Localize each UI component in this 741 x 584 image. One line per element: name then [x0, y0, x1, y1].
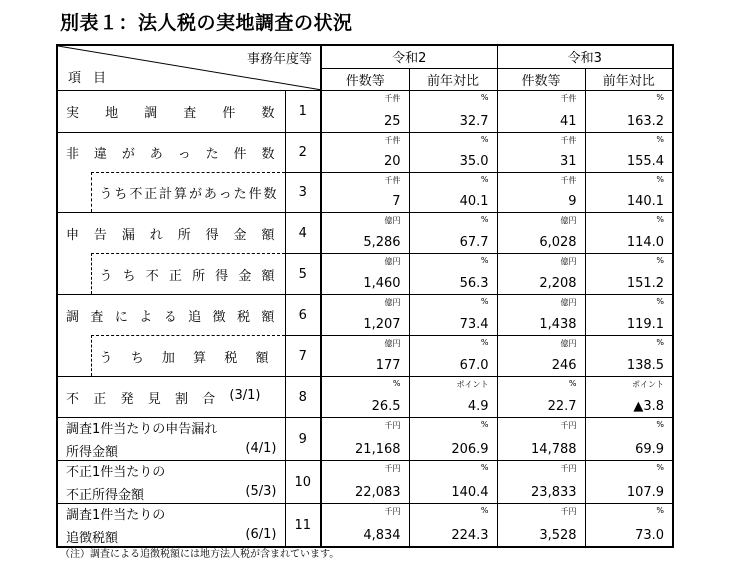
label-char: っ	[177, 147, 191, 162]
unit-label: 千件	[384, 176, 401, 185]
unit-label: %	[480, 463, 489, 472]
cell-value: 155.4	[626, 154, 665, 169]
row-number: 9	[285, 418, 321, 461]
label-char: 査	[183, 106, 197, 121]
table-cell	[409, 133, 497, 173]
label-char: ち	[122, 268, 136, 284]
label-char: 得	[215, 268, 229, 284]
unit-label: 千円	[560, 507, 577, 516]
row-label: 調査1件当たりの 追徴税額 (6/1)	[66, 508, 277, 546]
table-cell	[321, 418, 409, 461]
unit-label: %	[656, 463, 665, 472]
label-char: 算	[193, 350, 207, 366]
unit-label: 千円	[560, 421, 577, 430]
row-number: 6	[285, 295, 321, 336]
unit-label: %	[480, 215, 489, 224]
page-title: 別表１：法人税の実地調査の状況	[60, 12, 353, 34]
header-count-r2: 件数等	[321, 68, 409, 91]
header-year-r2: 令和2	[321, 45, 497, 68]
cell-value: 140.4	[451, 485, 489, 500]
table-cell	[585, 295, 673, 336]
cell-value: 73.0	[635, 528, 665, 543]
cell-value: 3,528	[539, 528, 577, 543]
table-row	[57, 336, 673, 377]
cell-value: 26.5	[371, 399, 401, 414]
unit-label: 千件	[560, 94, 577, 103]
row-number: 11	[285, 504, 321, 548]
unit-label: %	[656, 135, 665, 144]
label-char: 税	[224, 350, 238, 366]
table-cell	[321, 461, 409, 504]
cell-value: 138.5	[626, 358, 665, 373]
label-char: 所	[192, 268, 206, 284]
table-cell	[409, 377, 497, 418]
table-row	[57, 461, 673, 504]
table-cell	[585, 173, 673, 213]
cell-value: 67.0	[459, 358, 489, 373]
cell-value: 25	[383, 114, 401, 129]
label-char: 正	[168, 268, 182, 284]
label-char: う	[99, 268, 113, 284]
cell-value: 114.0	[626, 235, 665, 250]
cell-value: 1,438	[539, 317, 577, 332]
label-char: 所	[177, 227, 191, 243]
table-cell	[321, 504, 409, 548]
cell-value: 1,207	[363, 317, 401, 332]
table-cell	[321, 173, 409, 213]
table-cell	[321, 295, 409, 336]
unit-label: %	[480, 135, 489, 144]
table-cell	[497, 173, 585, 213]
unit-label: %	[480, 93, 489, 102]
label-char: っ	[218, 187, 232, 202]
cell-value: 206.9	[451, 442, 489, 457]
label-char: ち	[114, 187, 128, 202]
table-cell	[585, 133, 673, 173]
label-char: れ	[149, 227, 163, 243]
cell-value: 4,834	[363, 528, 401, 543]
row-label: 不 正 発 見 割 合 (3/1)	[66, 387, 261, 407]
label-char: 合	[202, 391, 216, 407]
table-cell	[585, 461, 673, 504]
cell-ratio-r2	[409, 91, 497, 133]
row-number: 2	[285, 133, 321, 173]
table-cell	[497, 133, 585, 173]
row-number: 1	[285, 91, 321, 133]
cell-value: 6,028	[539, 235, 577, 250]
table-row	[57, 418, 673, 461]
table-cell	[409, 295, 497, 336]
table-cell	[409, 336, 497, 377]
unit-label: %	[568, 379, 577, 388]
table-cell	[585, 254, 673, 295]
label-char: 不	[129, 187, 143, 202]
label-char: 不	[66, 391, 80, 407]
cell-value: 119.1	[626, 317, 665, 332]
label-char: 実	[66, 106, 80, 121]
unit-label: 千件	[384, 94, 401, 103]
label-char: 正	[93, 391, 107, 407]
cell-value: 177	[375, 358, 401, 373]
label-char: あ	[203, 187, 217, 202]
unit-label: %	[656, 215, 665, 224]
table-cell	[497, 254, 585, 295]
table-cell	[585, 336, 673, 377]
row-label	[92, 347, 285, 366]
header-ratio-r3: 前年対比	[585, 68, 673, 91]
table-cell	[321, 213, 409, 254]
table-cell	[409, 254, 497, 295]
unit-label: 億円	[384, 339, 401, 348]
row-label	[92, 265, 285, 284]
unit-label: %	[480, 420, 489, 429]
label-char: 加	[161, 350, 175, 366]
cell-value: 107.9	[626, 485, 665, 500]
cell-value: 1,460	[363, 276, 401, 291]
table-row	[57, 504, 673, 548]
table-row	[57, 377, 673, 418]
unit-label: %	[480, 175, 489, 184]
row-number: 3	[285, 173, 321, 213]
label-char: 徴	[212, 309, 226, 325]
label-char: が	[188, 187, 202, 202]
label-char: 額	[261, 309, 275, 325]
table-row	[57, 133, 673, 173]
label-char: 算	[174, 187, 188, 202]
cell-value: 20	[383, 154, 401, 169]
cell-value: 9	[568, 194, 577, 209]
cell-value: 41	[559, 114, 577, 129]
table-cell	[497, 295, 585, 336]
unit-label: 千件	[384, 136, 401, 145]
footnote: （注）調査による追徴税額には地方法人税が含まれています。	[60, 549, 340, 560]
cell-value: 140.1	[626, 194, 665, 209]
unit-label: 億円	[384, 257, 401, 266]
unit-label: ポイント	[632, 380, 665, 389]
label-char: 正	[144, 187, 158, 202]
cell-value: 151.2	[626, 276, 665, 291]
table-row	[57, 254, 673, 295]
label-char: 調	[144, 106, 158, 121]
table-cell	[409, 213, 497, 254]
label-char: 金	[233, 227, 247, 243]
table-cell	[497, 504, 585, 548]
cell-ratio-r3	[585, 91, 673, 133]
label-char: 割	[174, 391, 188, 407]
label-char: た	[205, 147, 219, 162]
label-char: 計	[159, 187, 173, 202]
label-char: 申	[66, 227, 80, 243]
cell-value: 40.1	[459, 194, 489, 209]
unit-label: 億円	[560, 257, 577, 266]
cell-value: 4.9	[467, 399, 489, 414]
unit-label: 億円	[560, 298, 577, 307]
unit-label: 億円	[560, 216, 577, 225]
unit-label: %	[656, 297, 665, 306]
tax-audit-table	[56, 44, 674, 548]
label-char: 不	[145, 268, 159, 284]
cell-value: 2,208	[539, 276, 577, 291]
unit-label: %	[480, 338, 489, 347]
cell-value: 246	[551, 358, 577, 373]
label-char: う	[99, 187, 113, 202]
label-char: 件	[222, 106, 236, 121]
label-char: う	[99, 350, 113, 366]
header-fiscal-year-label: 事務年度等	[247, 52, 313, 67]
label-char: た	[233, 187, 247, 202]
row-label	[58, 143, 285, 162]
table-cell	[585, 418, 673, 461]
cell-value: 163.2	[626, 114, 665, 129]
row-label: 調査1件当たりの申告漏れ 所得金額 (4/1)	[66, 422, 277, 460]
table-cell	[497, 336, 585, 377]
label-char: あ	[149, 147, 163, 162]
unit-label: 億円	[384, 298, 401, 307]
label-char: よ	[139, 309, 153, 325]
unit-label: 千件	[560, 136, 577, 145]
unit-label: 千円	[384, 507, 401, 516]
row-label	[58, 224, 285, 243]
label-char: 金	[238, 268, 252, 284]
row-label	[58, 306, 285, 325]
table-row	[57, 295, 673, 336]
unit-label: %	[480, 297, 489, 306]
label-char: 非	[66, 147, 80, 162]
label-char: 数	[261, 147, 275, 162]
label-char: 数	[261, 106, 275, 121]
cell-value: 69.9	[635, 442, 665, 457]
cell-value: 14,788	[531, 442, 577, 457]
table-cell	[321, 254, 409, 295]
label-char: 税	[236, 309, 250, 325]
header-count-r3: 件数等	[497, 68, 585, 91]
cell-value: 21,168	[355, 442, 401, 457]
label-char: 告	[93, 227, 107, 243]
label-char: 調	[66, 309, 80, 325]
unit-label: 千件	[560, 176, 577, 185]
label-char: 件	[248, 187, 262, 202]
label-char: 地	[105, 106, 119, 121]
unit-label: ポイント	[456, 380, 489, 389]
unit-label: %	[392, 379, 401, 388]
label-char: 額	[261, 227, 275, 243]
unit-label: 億円	[560, 339, 577, 348]
label-char: 数	[263, 187, 277, 202]
unit-label: %	[656, 93, 665, 102]
row-number: 8	[285, 377, 321, 418]
label-char: 発	[120, 391, 134, 407]
label-char: る	[163, 309, 177, 325]
table-cell	[497, 377, 585, 418]
cell-value: 5,286	[363, 235, 401, 250]
unit-label: 千円	[384, 464, 401, 473]
label-char: 得	[205, 227, 219, 243]
table-cell	[409, 173, 497, 213]
label-char: 見	[147, 391, 161, 407]
cell-value: 23,833	[531, 485, 577, 500]
table-cell	[321, 133, 409, 173]
cell-value: 56.3	[459, 276, 489, 291]
label-char: 額	[261, 268, 275, 284]
unit-label: 億円	[384, 216, 401, 225]
table-cell	[585, 377, 673, 418]
table-row	[57, 213, 673, 254]
row-number: 7	[285, 336, 321, 377]
label-char: 額	[255, 350, 269, 366]
cell-value: 22.7	[547, 399, 577, 414]
cell-value: 32.7	[459, 114, 489, 129]
label-char: ち	[130, 350, 144, 366]
label-char: 違	[93, 147, 107, 162]
cell-value: 67.7	[459, 235, 489, 250]
label-char: が	[121, 147, 135, 162]
header-corner	[57, 45, 321, 91]
table-cell	[497, 213, 585, 254]
row-number: 4	[285, 213, 321, 254]
header-year-r3: 令和3	[497, 45, 673, 68]
table-row	[57, 173, 673, 213]
table-cell	[497, 461, 585, 504]
cell-value: 7	[392, 194, 401, 209]
unit-label: %	[480, 506, 489, 515]
unit-label: %	[656, 175, 665, 184]
cell-count-r3	[497, 91, 585, 133]
cell-value: 73.4	[459, 317, 489, 332]
label-char: 漏	[121, 227, 135, 243]
row-number: 10	[285, 461, 321, 504]
table-cell	[321, 377, 409, 418]
row-number: 5	[285, 254, 321, 295]
table-cell	[497, 418, 585, 461]
table-cell	[409, 504, 497, 548]
unit-label: 千円	[560, 464, 577, 473]
unit-label: 千円	[384, 421, 401, 430]
table-cell	[585, 213, 673, 254]
cell-value: 224.3	[451, 528, 489, 543]
row-label	[58, 102, 285, 121]
unit-label: %	[656, 256, 665, 265]
unit-label: %	[656, 338, 665, 347]
cell-value: 35.0	[459, 154, 489, 169]
unit-label: %	[656, 420, 665, 429]
table-cell	[409, 418, 497, 461]
table-row	[57, 91, 673, 133]
row-label	[92, 183, 285, 202]
label-char: に	[114, 309, 128, 325]
unit-label: %	[480, 256, 489, 265]
label-char: 査	[90, 309, 104, 325]
cell-count-r2	[321, 91, 409, 133]
unit-label: %	[656, 506, 665, 515]
row-label: 不正1件当たりの 不正所得金額 (5/3)	[66, 465, 277, 503]
table-cell	[321, 336, 409, 377]
header-ratio-r2: 前年対比	[409, 68, 497, 91]
cell-value: ▲3.8	[633, 399, 665, 414]
label-char: 件	[233, 147, 247, 162]
cell-value: 31	[559, 154, 577, 169]
label-char: 追	[188, 309, 202, 325]
table-cell	[409, 461, 497, 504]
table-cell	[585, 504, 673, 548]
header-item-label: 項目	[68, 71, 119, 86]
cell-value: 22,083	[355, 485, 401, 500]
